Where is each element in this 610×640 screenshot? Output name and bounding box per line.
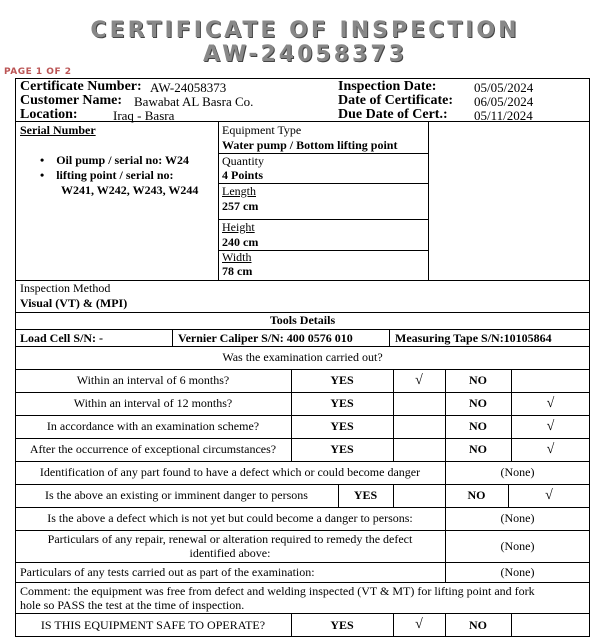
height-value: 240 cm [222, 235, 259, 249]
width-value: 78 cm [222, 264, 253, 278]
equipment-type-label: Equipment Type [222, 123, 302, 137]
tools-details-heading: Tools Details [269, 313, 336, 327]
due-date-value: 05/11/2024 [474, 108, 533, 123]
row-tests-particulars: Particulars of any tests carried out as part of the examination: [20, 565, 315, 579]
row-future-danger-value: (None) [500, 511, 535, 525]
due-date-label: Due Date of Cert.: [338, 107, 448, 122]
row-interval-6-months-yes: YES [330, 373, 354, 387]
row-interval-12-months-no-check: √ [546, 395, 555, 411]
length-label: Length [222, 184, 256, 198]
row-interval-12-months: Within an interval of 12 months? [73, 396, 233, 410]
customer-label: Customer Name: [20, 93, 122, 108]
quantity-label: Quantity [222, 154, 264, 168]
row-future-danger: Is the above a defect which is not yet but could become a danger to persons: [47, 511, 413, 525]
certificate-number-title: AW-24058373 [203, 42, 407, 67]
row-defect-identification: Identification of any part found to have a defect which or could become danger [39, 465, 421, 479]
serial-item-lifting-point: • lifting point / serial no: [40, 168, 174, 182]
customer-value: Bawabat AL Basra Co. [134, 94, 254, 109]
safe-to-operate-question: IS THIS EQUIPMENT SAFE TO OPERATE? [40, 617, 266, 632]
location-label: Location: [20, 107, 78, 122]
serial-item-lifting-point-list: W241, W242, W243, W244 [61, 183, 199, 197]
safe-to-operate-no: NO [469, 617, 487, 632]
row-imminent-danger-no-check: √ [545, 487, 553, 503]
row-repair-particulars-value: (None) [500, 538, 535, 553]
row-exceptional-circumstances-yes: YES [330, 442, 354, 456]
row-imminent-danger-no: NO [467, 488, 486, 502]
cert-number-label: Certificate Number: [20, 79, 142, 94]
certificate-date-value: 06/05/2024 [474, 94, 534, 109]
examination-question: Was the examination carried out? [222, 350, 383, 364]
inspection-method-label: Inspection Method [20, 281, 111, 295]
location-value: Iraq - Basra [113, 108, 175, 123]
row-interval-12-months-no: NO [469, 396, 487, 410]
row-interval-6-months-yes-check: √ [415, 372, 423, 388]
row-exceptional-circumstances: After the occurrence of exceptional circumstances? [29, 442, 277, 456]
measuring-tape-serial: Measuring Tape S/N:10105864 [395, 331, 552, 345]
row-interval-6-months-no: NO [469, 373, 487, 387]
inspection-date-label: Inspection Date: [338, 79, 437, 94]
row-defect-identification-value: (None) [500, 465, 535, 479]
row-repair-particulars: Particulars of any repair, renewal or alteration required to remedy the defect identified above: [47, 532, 413, 560]
inspection-method-value: Visual (VT) & (MPI) [20, 296, 128, 310]
certificate-title: CERTIFICATE OF INSPECTION [90, 18, 520, 43]
row-tests-particulars-value: (None) [500, 564, 535, 579]
inspection-date-value: 05/05/2024 [474, 80, 534, 95]
safe-to-operate-yes-check: √ [415, 617, 423, 632]
row-examination-scheme-no-check: √ [546, 418, 555, 434]
width-label: Width [222, 250, 252, 264]
serial-number-heading: Serial Number [20, 123, 96, 137]
vernier-caliper-serial: Vernier Caliper S/N: 400 0576 010 [178, 331, 353, 345]
equipment-type-value: Water pump / Bottom lifting point [222, 138, 398, 152]
row-interval-12-months-yes: YES [330, 396, 354, 410]
serial-item-oil-pump: • Oil pump / serial no: W24 [40, 153, 189, 167]
row-exceptional-circumstances-no-check: √ [546, 441, 555, 457]
row-examination-scheme-no: NO [469, 419, 487, 433]
comment-line-1: Comment: the equipment was free from defect and welding inspected (VT & MT) for lifting point and fork [20, 584, 535, 598]
row-examination-scheme-yes: YES [330, 419, 354, 433]
safe-to-operate-yes: YES [330, 617, 354, 632]
comment-line-2: hole so PASS the test at the time of inspection. [20, 598, 245, 612]
row-examination-scheme: In accordance with an examination scheme? [46, 419, 260, 433]
page-label: PAGE 1 OF 2 [4, 67, 72, 77]
certificate-date-label: Date of Certificate: [338, 93, 454, 108]
row-exceptional-circumstances-no: NO [469, 442, 487, 456]
row-imminent-danger-yes: YES [353, 488, 378, 502]
row-interval-6-months: Within an interval of 6 months? [76, 373, 230, 387]
load-cell-serial: Load Cell S/N: - [20, 331, 104, 345]
quantity-value: 4 Points [222, 168, 264, 182]
cert-number-value: AW-24058373 [150, 80, 227, 95]
row-imminent-danger: Is the above an existing or imminent danger to persons [45, 488, 308, 502]
length-value: 257 cm [222, 199, 259, 213]
height-label: Height [222, 220, 255, 234]
